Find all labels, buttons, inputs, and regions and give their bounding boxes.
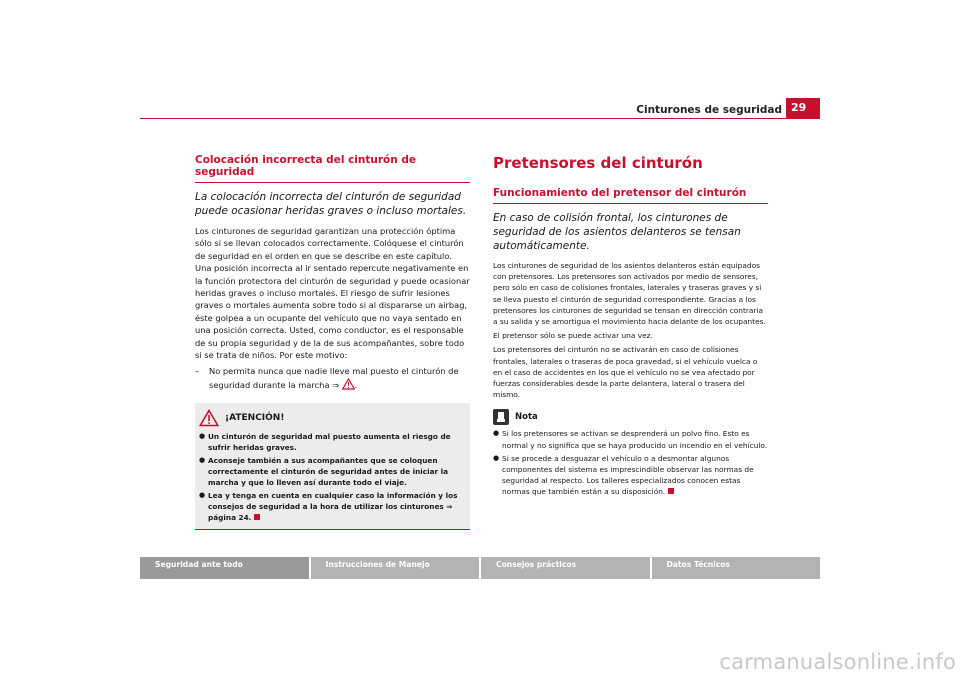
footer-tab-consejos[interactable]: Consejos prácticos <box>481 557 650 579</box>
paragraph: El pretensor sólo se puede activar una vez. <box>493 331 653 341</box>
warning-title: ¡ATENCIÓN! <box>225 413 285 424</box>
bullet-dot: ● <box>199 491 206 500</box>
running-header-title: Cinturones de seguridad <box>636 104 782 116</box>
end-of-section-mark <box>668 488 674 494</box>
paragraph: Los pretensores del cinturón no se activarán en caso de colisiones frontales, laterales o traseras de poca gravedad, si el vehículo vuelca o en el caso de accidentes en los que el vehículo no se vea afectado por fuerzas considerables desde la parte delantera, lateral o trasera del mismo. <box>493 345 758 400</box>
warning-triangle-icon <box>199 409 219 427</box>
section-body: Los cinturones de seguridad garantizan una protección óptima sólo si se llevan colocados correctamente. Colóquese el cinturón de seguridad en el orden en que se describe en este capítulo. Una posición incorrecta al ir sentado repercute negativamente en la función protectora del cinturón de seguridad y puede ocasionar heridas graves o incluso mortales. El riesgo de sufrir lesiones graves o mortales aumenta sobre todo si al dispararse un airbag, éste golpea a un ocupante del vehículo que no vaya sentado en una posición correcta. Usted, como conductor, es el responsable de su propia seguridad y de la de sus acompañantes, sobre todo si se trata de niños. Por este motivo: <box>195 226 470 361</box>
footer-nav <box>140 557 820 579</box>
note-icon <box>493 409 509 425</box>
note-item: ● Si los pretensores se activan se desprenderá un polvo fino. Esto es normal y no significa que se haya producido un incendio en el vehículo. <box>493 429 768 450</box>
warning-item: ● Un cinturón de seguridad mal puesto aumenta el riesgo de sufrir heridas graves. <box>199 432 451 453</box>
dash-mark: – <box>195 366 200 377</box>
bullet-dot: ● <box>199 456 206 465</box>
end-of-section-mark <box>254 514 260 520</box>
footer-tab-datos[interactable]: Datos Técnicos <box>652 557 821 579</box>
paragraph: Los cinturones de seguridad de los asientos delanteros están equipados con pretensores. Los pretensores son activados por medio de sensores, pero sólo en caso de colisiones frontales, laterales y traseras graves y si se lleva puesto el cinturón de seguridad correspondiente. Gracias a los pretensores los cinturones de seguridad se tensan en dirección contraria a su salida y se amortigua el movimiento hacia delante de los ocupantes. <box>493 261 766 327</box>
section-heading-pretensioner: Funcionamiento del pretensor del cinturón <box>493 187 768 204</box>
page-number-badge: 29 <box>786 98 820 118</box>
warning-item: ● Aconseje también a sus acompañantes que se coloquen correctamente el cinturón de seguridad antes de iniciar la marcha y que lo lleven así durante todo el viaje. <box>199 456 449 488</box>
section-heading-incorrect-belt: Colocación incorrecta del cinturón de seguridad <box>195 154 470 183</box>
bullet-dot: ● <box>199 432 206 441</box>
note-title: Nota <box>515 412 538 423</box>
section-lead: En caso de colisión frontal, los cinturones de seguridad de los asientos delanteros se tensan automáticamente. <box>493 212 741 252</box>
header-rule <box>140 118 820 119</box>
footer-tab-seguridad[interactable]: Seguridad ante todo <box>140 557 309 579</box>
left-column <box>195 154 470 530</box>
warning-box <box>195 403 470 530</box>
warning-header <box>199 409 466 427</box>
dash-list-item <box>195 365 470 391</box>
bullet-dot: ● <box>493 453 500 462</box>
right-column <box>493 154 768 498</box>
bullet-dot: ● <box>493 429 500 438</box>
section-lead: La colocación incorrecta del cinturón de seguridad puede ocasionar heridas graves o incluso mortales. <box>195 191 467 217</box>
footer-tab-instrucciones[interactable]: Instrucciones de Manejo <box>311 557 480 579</box>
note-header <box>493 409 768 425</box>
warning-triangle-icon <box>342 378 355 390</box>
chapter-title: Pretensores del cinturón <box>493 154 703 172</box>
watermark: carmanualsonline.info <box>719 650 956 674</box>
dash-item-text: No permita nunca que nadie lleve mal puesto el cinturón de seguridad durante la marcha ⇒ . <box>209 366 459 390</box>
note-item: ● Si se procede a desguazar el vehículo o a desmontar algunos componentes del sistema es imprescindible observar las normas de seguridad al respecto. Los talleres especializados conocen estas normas que también están a su disposición. <box>493 453 754 497</box>
warning-item: ● Lea y tenga en cuenta en cualquier caso la información y los consejos de seguridad a la hora de utilizar los cinturones ⇒ página 24. <box>199 491 458 523</box>
